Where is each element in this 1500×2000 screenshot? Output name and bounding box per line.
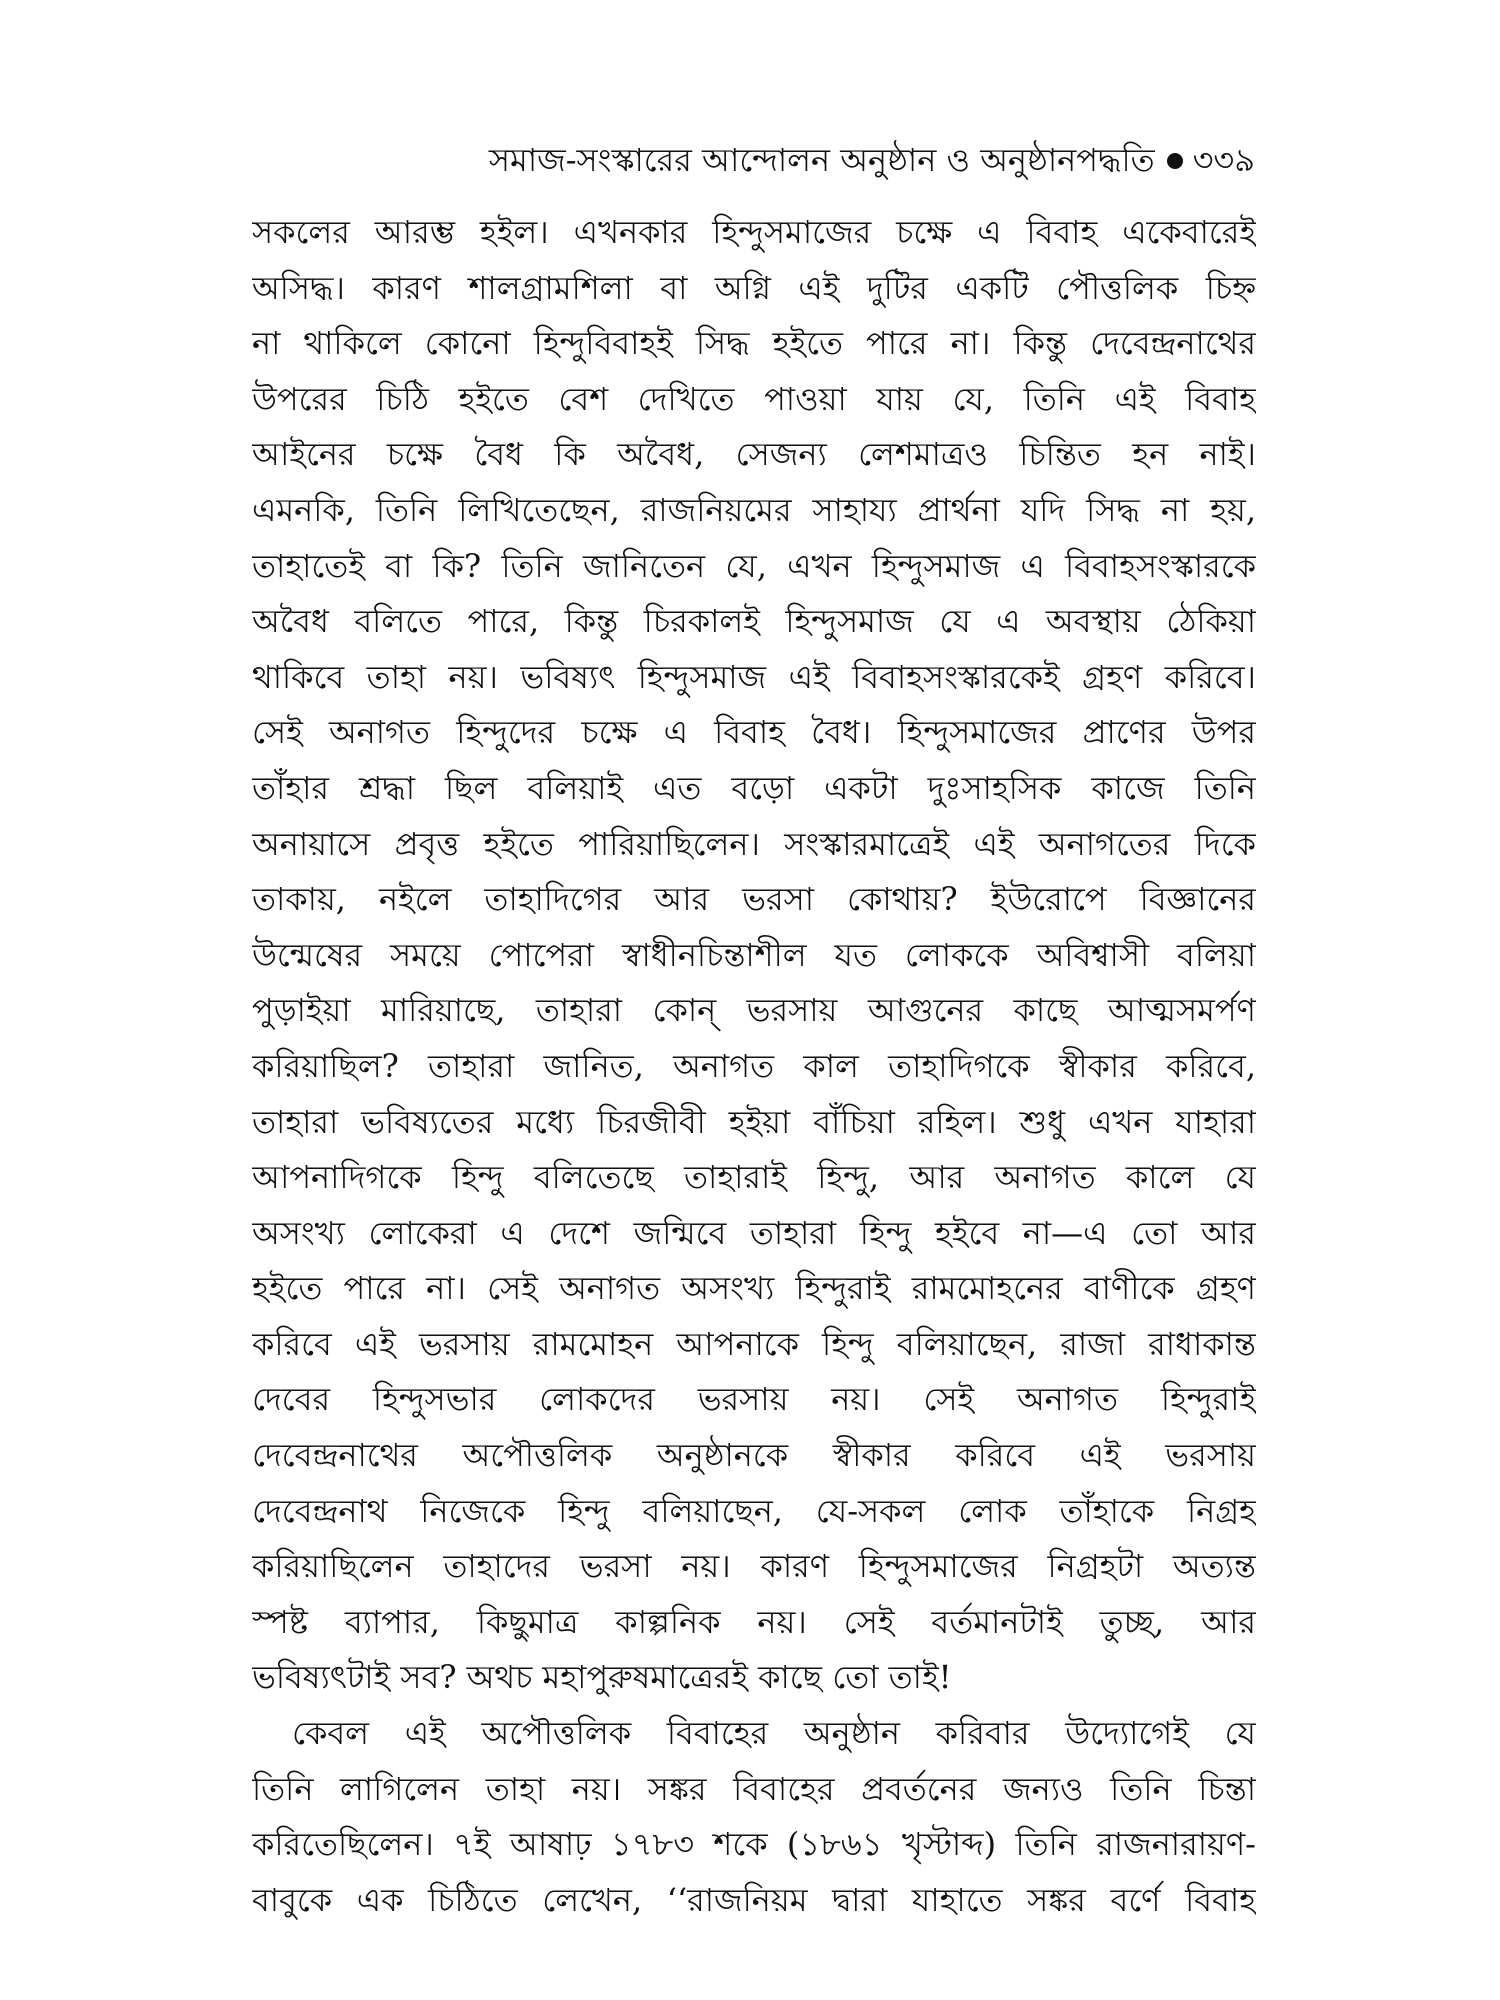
text-line: তাঁহার শ্রদ্ধা ছিল বলিয়াই এত বড়ো একটা দুঃসাহসিক কাজে তিনি [252, 768, 1256, 807]
text-line: উন্মেষের সময়ে পোপেরা স্বাধীনচিন্তাশীল যত লোককে অবিশ্বাসী বলিয়া [252, 935, 1256, 974]
body-text [252, 205, 1256, 1928]
text-line: করিয়াছিল? তাহারা জানিত, অনাগত কাল তাহাদিগকে স্বীকার করিবে, [252, 1046, 1256, 1085]
text-line: তাহাতেই বা কি? তিনি জানিতেন যে, এখন হিন্দুসমাজ এ বিবাহসংস্কারকে [252, 546, 1256, 585]
text-line: এমনকি, তিনি লিখিতেছেন, রাজনিয়মের সাহায্য প্রার্থনা যদি সিদ্ধ না হয়, [252, 490, 1256, 529]
text-line: অবৈধ বলিতে পারে, কিন্তু চিরকালই হিন্দুসমাজ যে এ অবস্থায় ঠেকিয়া [252, 602, 1256, 641]
text-line: সেই অনাগত হিন্দুদের চক্ষে এ বিবাহ বৈধ। হিন্দুসমাজের প্রাণের উপর [252, 713, 1256, 752]
text-line: আপনাদিগকে হিন্দু বলিতেছে তাহারাই হিন্দু, আর অনাগত কালে যে [252, 1158, 1256, 1197]
text-line: আইনের চক্ষে বৈধ কি অবৈধ, সেজন্য লেশমাত্রও চিন্তিত হন নাই। [252, 435, 1256, 474]
text-line: তাকায়, নইলে তাহাদিগের আর ভরসা কোথায়? ইউরোপে বিজ্ঞানের [252, 880, 1256, 919]
text-line: করিয়াছিলেন তাহাদের ভরসা নয়। কারণ হিন্দুসমাজের নিগ্রহটা অত্যন্ত [252, 1547, 1256, 1586]
text-line: অসংখ্য লোকেরা এ দেশে জন্মিবে তাহারা হিন্দু হইবে না—এ তো আর [252, 1213, 1256, 1252]
bullet-separator-icon [1167, 153, 1183, 169]
paragraph-start-line: কেবল এই অপৌত্তলিক বিবাহের অনুষ্ঠান করিবার উদ্যোগেই যে [292, 1714, 1256, 1753]
text-line: দেবের হিন্দুসভার লোকদের ভরসায় নয়। সেই অনাগত হিন্দুরাই [252, 1380, 1256, 1419]
text-line: হইতে পারে না। সেই অনাগত অসংখ্য হিন্দুরাই রামমোহনের বাণীকে গ্রহণ [252, 1269, 1256, 1308]
text-line: তাহারা ভবিষ্যতের মধ্যে চিরজীবী হইয়া বাঁচিয়া রহিল। শুধু এখন যাহারা [252, 1102, 1256, 1141]
text-line: অসিদ্ধ। কারণ শালগ্রামশিলা বা অগ্নি এই দুটির একটি পৌত্তলিক চিহ্ন [252, 268, 1256, 307]
text-line: সকলের আরম্ভ হইল। এখনকার হিন্দুসমাজের চক্ষে এ বিবাহ একেবারেই [252, 213, 1256, 251]
text-line: অনায়াসে প্রবৃত্ত হইতে পারিয়াছিলেন। সংস্কারমাত্রেই এই অনাগতের দিকে [252, 824, 1256, 863]
paragraph-end-line: ভবিষ্যৎটাই সব? অথচ মহাপুরুষমাত্রেরই কাছে তো তাই! [252, 1658, 952, 1697]
text-line: দেবেন্দ্রনাথ নিজেকে হিন্দু বলিয়াছেন, যে-সকল লোক তাঁহাকে নিগ্রহ [252, 1491, 1256, 1530]
header-title: সমাজ-সংস্কারের আন্দোলন অনুষ্ঠান ও অনুষ্ঠানপদ্ধতি [488, 141, 1155, 179]
text-line: উপরের চিঠি হইতে বেশ দেখিতে পাওয়া যায় যে, তিনি এই বিবাহ [252, 379, 1256, 418]
text-line: করিবে এই ভরসায় রামমোহন আপনাকে হিন্দু বলিয়াছেন, রাজা রাধাকান্ত [252, 1324, 1256, 1363]
text-line: পুড়াইয়া মারিয়াছে, তাহারা কোন্ ভরসায় আগুনের কাছে আত্মসমর্পণ [252, 991, 1256, 1030]
running-header [250, 138, 1255, 182]
text-line: তিনি লাগিলেন তাহা নয়। সঙ্কর বিবাহের প্রবর্তনের জন্যও তিনি চিন্তা [252, 1769, 1256, 1808]
page-number: ৩৩৯ [1192, 141, 1255, 179]
text-line: থাকিবে তাহা নয়। ভবিষ্যৎ হিন্দুসমাজ এই বিবাহসংস্কারকেই গ্রহণ করিবে। [252, 657, 1256, 696]
text-line: দেবেন্দ্রনাথের অপৌত্তলিক অনুষ্ঠানকে স্বীকার করিবে এই ভরসায় [252, 1436, 1256, 1475]
text-line: বাবুকে এক চিঠিতে লেখেন, ‘‘রাজনিয়ম দ্বারা যাহাতে সঙ্কর বর্ণে বিবাহ [252, 1880, 1256, 1919]
text-line: না থাকিলে কোনো হিন্দুবিবাহই সিদ্ধ হইতে পারে না। কিন্তু দেবেন্দ্রনাথের [252, 324, 1256, 363]
text-line: করিতেছিলেন। ৭ই আষাঢ় ১৭৮৩ শকে (১৮৬১ খৃস্টাব্দ) তিনি রাজনারায়ণ- [252, 1825, 1256, 1864]
text-line: স্পষ্ট ব্যাপার, কিছুমাত্র কাল্পনিক নয়। সেই বর্তমানটাই তুচ্ছ, আর [252, 1602, 1256, 1641]
